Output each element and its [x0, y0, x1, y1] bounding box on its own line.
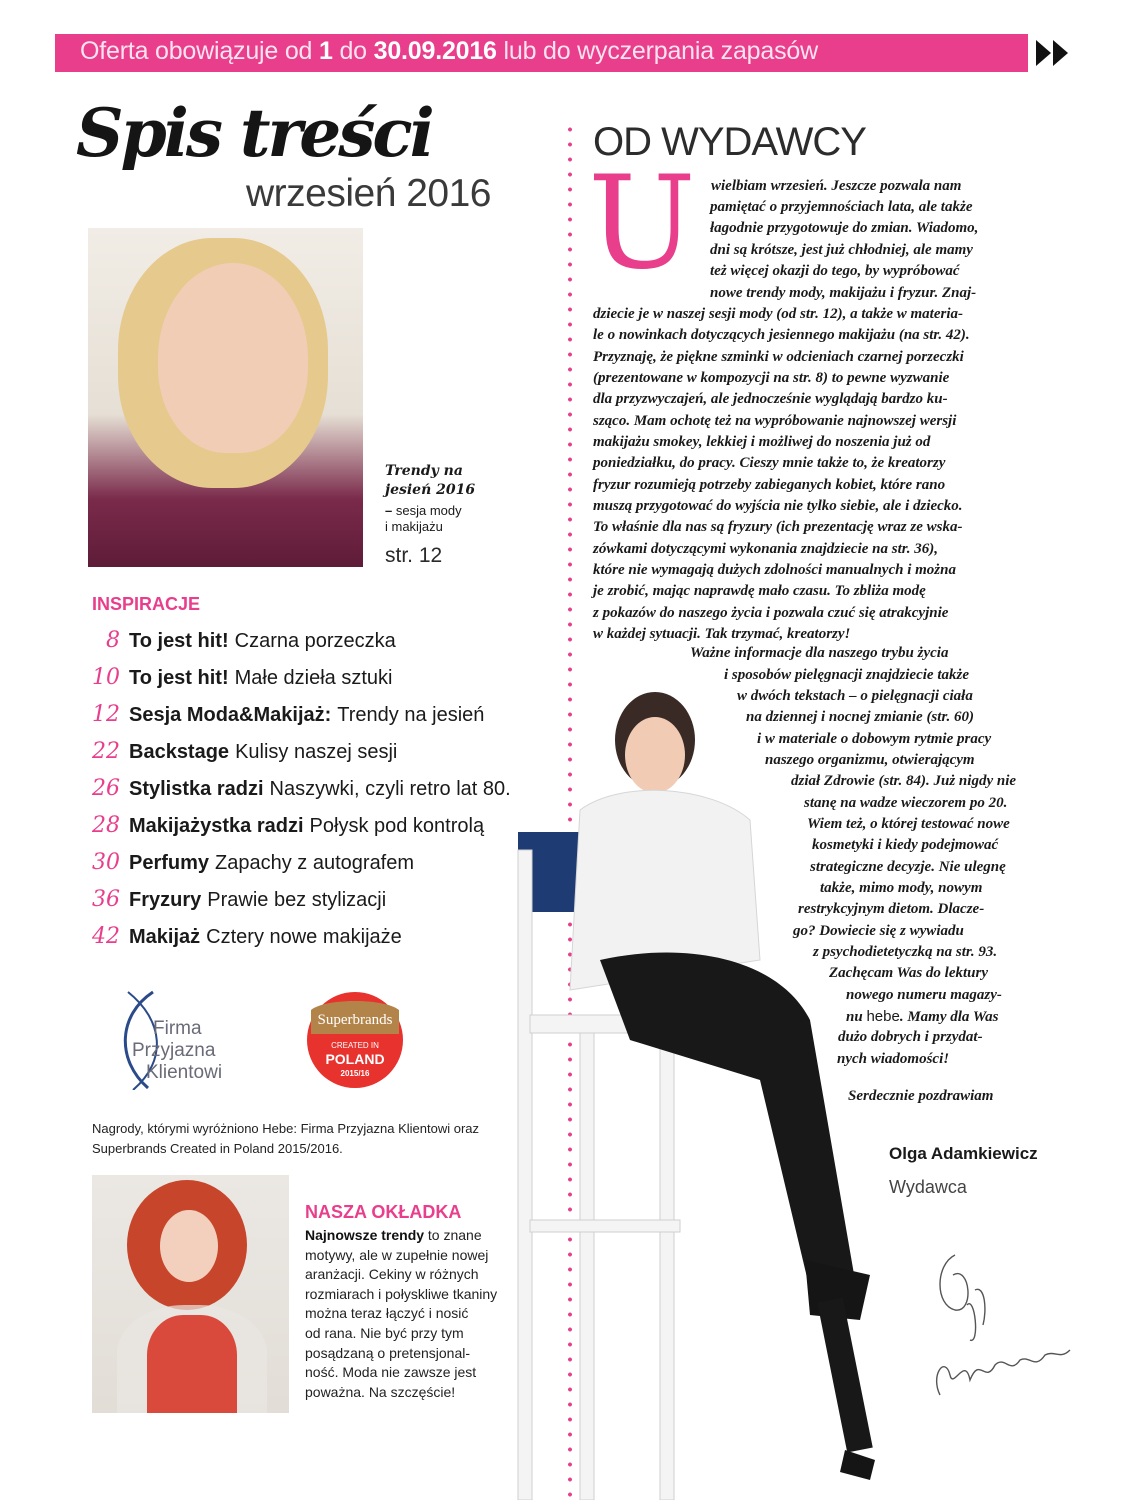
editor-line-part: . Mamy dla Was	[899, 1009, 999, 1025]
toc-list	[90, 628, 540, 961]
superbrands-country: POLAND	[325, 1051, 385, 1067]
offer-text-mid: do	[332, 37, 374, 65]
author-name: Olga Adamkiewicz	[889, 1144, 1038, 1163]
offer-text-post: lub do wyczerpania zapasów	[496, 37, 818, 65]
editor-line: łagodnie przygotowuje do zmian. Wiadomo,	[710, 220, 979, 236]
toc-item-title: Prawie bez stylizacji	[207, 889, 387, 911]
editor-line: Przyznaję, że piękne szminki w odcieniach czarnej porzeczki	[593, 349, 964, 365]
editor-line: z psychodietetyczką na str. 93.	[813, 944, 998, 960]
editor-line: dużo dobrych i przydat-	[838, 1029, 983, 1045]
editor-line: stanę na wadze wieczorem po 20.	[804, 795, 1008, 811]
toc-item[interactable]	[90, 702, 540, 739]
editor-line: makijażu smokey, lekkiej i możliwej do noszenia już od	[593, 434, 931, 450]
toc-title: Spis treści	[76, 94, 432, 172]
editor-line: le o nowinkach dotyczących jesiennego makijażu (na str. 42).	[593, 327, 970, 343]
cover-model-photo[interactable]	[92, 1175, 289, 1413]
cover-caption-desc-line1: sesja mody	[395, 503, 462, 518]
editor-line: także, mimo mody, nowym	[820, 880, 983, 896]
toc-page-number: 8	[106, 628, 120, 653]
brand-name: hebe	[866, 1008, 900, 1025]
cover-caption-desc-line2: i makijażu	[385, 519, 443, 534]
okladka-line: poważna. Na szczęście!	[305, 1383, 456, 1400]
editor-line: strategiczne decyzje. Nie ulegnę	[810, 859, 1006, 875]
editor-line: w każdej sytuacji. Tak trzymać, kreatorzy!	[593, 626, 851, 642]
editor-line: i w materiale o dobowym rytmie pracy	[757, 731, 992, 747]
toc-month: wrzesień 2016	[246, 172, 491, 215]
toc-item-category: Fryzury	[129, 889, 202, 911]
figure-trousers	[600, 953, 855, 1291]
okladka-line: rozmiarach i połyskliwe tkaniny	[305, 1285, 498, 1302]
offer-start-day: 1	[319, 37, 333, 65]
toc-page-number: 26	[92, 776, 120, 801]
editor-line: też więcej okazji do tego, by wypróbować	[710, 263, 960, 279]
toc-item-title: Małe dzieła sztuki	[234, 667, 393, 689]
editor-line: (prezentowane w kompozycji na str. 8) to pewne wyzwanie	[593, 370, 950, 386]
toc-page-number: 22	[92, 739, 120, 764]
dropcap: U	[588, 149, 696, 298]
okladka-title: NASZA OKŁADKA	[305, 1202, 462, 1222]
editor-line: fryzur rozumieją potrzeby zabieganych kobiet, które rano	[593, 477, 946, 493]
editor-line: w dwóch tekstach – o pielęgnacji ciała	[737, 688, 973, 704]
editor-line: nych wiadomości!	[837, 1051, 950, 1067]
section-title: INSPIRACJE	[92, 594, 201, 614]
okladka-bold: Najnowsze trendy	[305, 1227, 425, 1243]
toc-item[interactable]	[90, 665, 540, 702]
superbrands-created: CREATED IN	[331, 1041, 379, 1050]
okladka-line: można teraz łączyć i nosić	[305, 1305, 469, 1322]
toc-item[interactable]	[90, 776, 540, 813]
toc-item-title: Połysk pod kontrolą	[309, 815, 485, 837]
toc-item[interactable]	[90, 628, 540, 665]
toc-item-category: Makijaż	[129, 926, 201, 948]
cover-caption-title	[385, 462, 495, 500]
superbrands-brand: Superbrands	[317, 1012, 393, 1028]
toc-item-title: Cztery nowe makijaże	[206, 926, 402, 948]
toc-item[interactable]	[90, 924, 540, 961]
editor-line: dział Zdrowie (str. 84). Już nigdy nie	[791, 773, 1017, 789]
toc-item-category: Perfumy	[129, 852, 210, 874]
toc-page-number: 36	[92, 887, 120, 912]
editor-line: na dziennej i nocnej zmianie (str. 60)	[746, 709, 974, 725]
figure-leg	[830, 1300, 860, 1450]
toc-item[interactable]	[90, 813, 540, 850]
editor-line: nowe trendy mody, makijażu i fryzur. Znaj-	[710, 285, 977, 301]
editor-line: i sposobów pielęgnacji znajdziecie także	[724, 667, 969, 683]
editor-line: Wiem też, o której testować nowe	[807, 816, 1010, 832]
superbrands-badge	[305, 990, 405, 1090]
photo-face-shape	[160, 1210, 218, 1282]
editor-line: muszą przygotować do wyjścia nie tylko siebie, ale i dziecko.	[593, 498, 963, 514]
editor-line: dziecie je w naszej sesji mody (od str. 12), a także w materia-	[593, 306, 963, 322]
editor-line: je zrobić, mając naprawdę mało czasu. To zbliża modę	[593, 583, 926, 599]
fast-forward-icon[interactable]	[1036, 38, 1070, 68]
toc-page-number: 42	[92, 924, 120, 949]
cover-caption-page[interactable]: str. 12	[385, 544, 443, 567]
toc-page-number: 28	[92, 813, 120, 838]
okladka-line: motywy, ale w zupełnie nowej	[305, 1246, 489, 1263]
toc-page-number: 12	[92, 702, 120, 727]
okladka-line: posądzaną o pretensjonal-	[305, 1344, 471, 1361]
editor-line: sząco. Mam ochotę też na wypróbowanie najnowszej wersji	[593, 413, 957, 429]
cover-caption-title-line2: jesień 2016	[385, 482, 476, 498]
editor-line: poniedziałku, do pracy. Cieszy mnie także to, że kreatorzy	[593, 455, 946, 471]
editor-line	[846, 1008, 998, 1026]
toc-item[interactable]	[90, 739, 540, 776]
toc-item-category: Sesja Moda&Makijaż:	[129, 704, 332, 726]
editor-heading: OD WYDAWCY	[593, 120, 866, 164]
cover-caption-desc	[385, 503, 495, 535]
okladka-line: ność. Moda nie zawsze jest	[305, 1364, 477, 1381]
offer-text-pre: Oferta obowiązuje od	[80, 37, 320, 65]
toc-item-title: Trendy na jesień	[337, 704, 485, 726]
editor-line: go? Dowiecie się z wywiadu	[793, 923, 964, 939]
editor-line: dni są krótsze, jest już chłodniej, ale mamy	[710, 242, 973, 258]
signature-icon	[925, 1235, 1075, 1410]
editor-line: zówkami dotyczącymi wykonania znajdziecie na str. 36),	[593, 541, 939, 557]
caption-dash: –	[385, 503, 393, 518]
photo-top-shape	[147, 1315, 237, 1413]
editor-line: które nie wymagają dużych zdolności manualnych i można	[593, 562, 956, 578]
okladka-line: od rana. Nie być przy tym	[305, 1324, 464, 1341]
editor-line: Ważne informacje dla naszego trybu życia	[690, 645, 949, 661]
editor-line: Zachęcam Was do lektury	[829, 965, 989, 981]
chair-leg	[518, 850, 532, 1500]
editor-line: dla przyzwyczajeń, ale jednocześnie wyglądają bardzo ku-	[593, 391, 948, 407]
photo-face-shape	[158, 263, 308, 453]
okladka-line: aranżacji. Cekiny w różnych	[305, 1266, 479, 1283]
toc-item-title: Naszywki, czyli retro lat 80.	[269, 778, 511, 800]
chair-leg	[580, 1020, 594, 1500]
greeting: Serdecznie pozdrawiam	[848, 1088, 994, 1104]
toc-item-title: Czarna porzeczka	[234, 630, 396, 652]
okladka-text	[305, 1226, 510, 1402]
figure-shoe	[840, 1450, 875, 1480]
figure-face	[625, 717, 685, 793]
chair-leg	[660, 1040, 674, 1500]
chair-rung	[530, 1220, 680, 1232]
toc-item[interactable]	[90, 887, 540, 924]
editor-line: z pokazów do naszego życia i pozwala czuć się atrakcyjnie	[593, 605, 949, 621]
fpk-line2: Przyjazna	[132, 1040, 216, 1061]
editor-line: wielbiam wrzesień. Jeszcze pozwala nam	[711, 178, 962, 194]
toc-item-category: Makijażystka radzi	[129, 815, 304, 837]
toc-item-category: Stylistka radzi	[129, 778, 264, 800]
superbrands-years: 2015/16	[340, 1069, 370, 1078]
okladka-line: to znane	[424, 1227, 482, 1243]
toc-item-category: To jest hit!	[129, 630, 229, 652]
toc-item-title: Zapachy z autografem	[215, 852, 415, 874]
awards-note: Nagrody, którymi wyróżniono Hebe: Firma Przyjazna Klientowi oraz Superbrands Created in Poland 2015/2016.	[92, 1121, 480, 1156]
editor-line: restrykcyjnym dietom. Dlacze-	[798, 901, 985, 917]
editor-line: kosmetyki i kiedy podejmować	[812, 837, 999, 853]
editor-line-part: nu	[846, 1009, 863, 1025]
author-role: Wydawca	[889, 1177, 967, 1197]
toc-item-title: Kulisy naszej sesji	[235, 741, 398, 763]
toc-page-number: 30	[92, 850, 120, 875]
editor-line: pamiętać o przyjemnościach lata, ale także	[710, 199, 973, 215]
toc-item-category: To jest hit!	[129, 667, 229, 689]
editor-line: naszego organizmu, otwierającym	[765, 752, 975, 768]
toc-item[interactable]	[90, 850, 540, 887]
editor-line: nowego numeru magazy-	[846, 987, 1002, 1003]
firma-przyjazna-klientowi-text	[132, 1018, 223, 1084]
cover-story-photo[interactable]	[88, 228, 363, 567]
offer-end-date: 30.09.2016	[373, 37, 497, 65]
fpk-line3: Klientowi	[146, 1062, 223, 1083]
editor-line: To właśnie dla nas są fryzury (ich prezentację wraz ze wska-	[593, 519, 963, 535]
toc-item-category: Backstage	[129, 741, 230, 763]
fpk-line1: Firma	[153, 1018, 202, 1039]
toc-page-number: 10	[92, 665, 120, 690]
cover-caption-title-line1: Trendy na	[385, 463, 463, 479]
offer-banner-text	[80, 37, 818, 66]
